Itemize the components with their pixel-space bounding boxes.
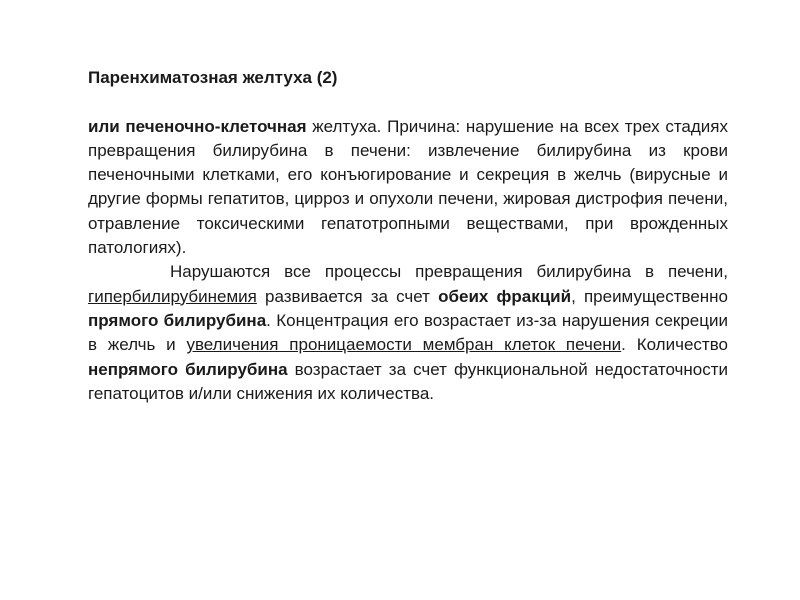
mechanism-text-5: . Количество	[621, 335, 728, 355]
paragraph-mechanism	[88, 260, 728, 406]
cause-text: желтуха. Причина: нарушение на всех трех стадиях превращения билирубина в печени: извлечение билирубина из крови печеночными клетками, его конъюгирование и секреция в желчь (вирусные и другие формы гепатитов, цирроз и опухоли печени, жировая дистрофия печени, отравление токсическими гепатотропными веществами, при врожденных патологиях).	[88, 116, 729, 258]
blank-line	[88, 90, 728, 114]
mechanism-text-4: . Концентрация его возрастает из-за нарушения секреции в желчь и	[88, 310, 728, 355]
term-indirect-bilirubin: непрямого билирубина	[88, 359, 288, 379]
slide-title: Паренхиматозная желтуха (2)	[88, 68, 338, 87]
term-both-fractions: обеих фракций	[438, 286, 572, 306]
mechanism-text-1: Нарушаются все процессы превращения билирубина в печени,	[170, 262, 728, 282]
mechanism-text-3: , преимущественно	[571, 286, 729, 306]
paragraph-cause	[88, 115, 728, 261]
term-hepatocellular: или печеночно-клеточная	[88, 116, 307, 136]
term-hyperbilirubinemia: гипербилирубинемия	[88, 286, 257, 306]
term-membrane-permeability: увеличения проницаемости мембран клеток печени	[186, 335, 622, 355]
text-block	[88, 66, 728, 406]
term-direct-bilirubin: прямого билирубина	[88, 310, 267, 330]
mechanism-text-2: развивается за счет	[256, 286, 439, 306]
mechanism-text-6: возрастает за счет функциональной недостаточности гепатоцитов и/или снижения их количества.	[88, 359, 729, 403]
